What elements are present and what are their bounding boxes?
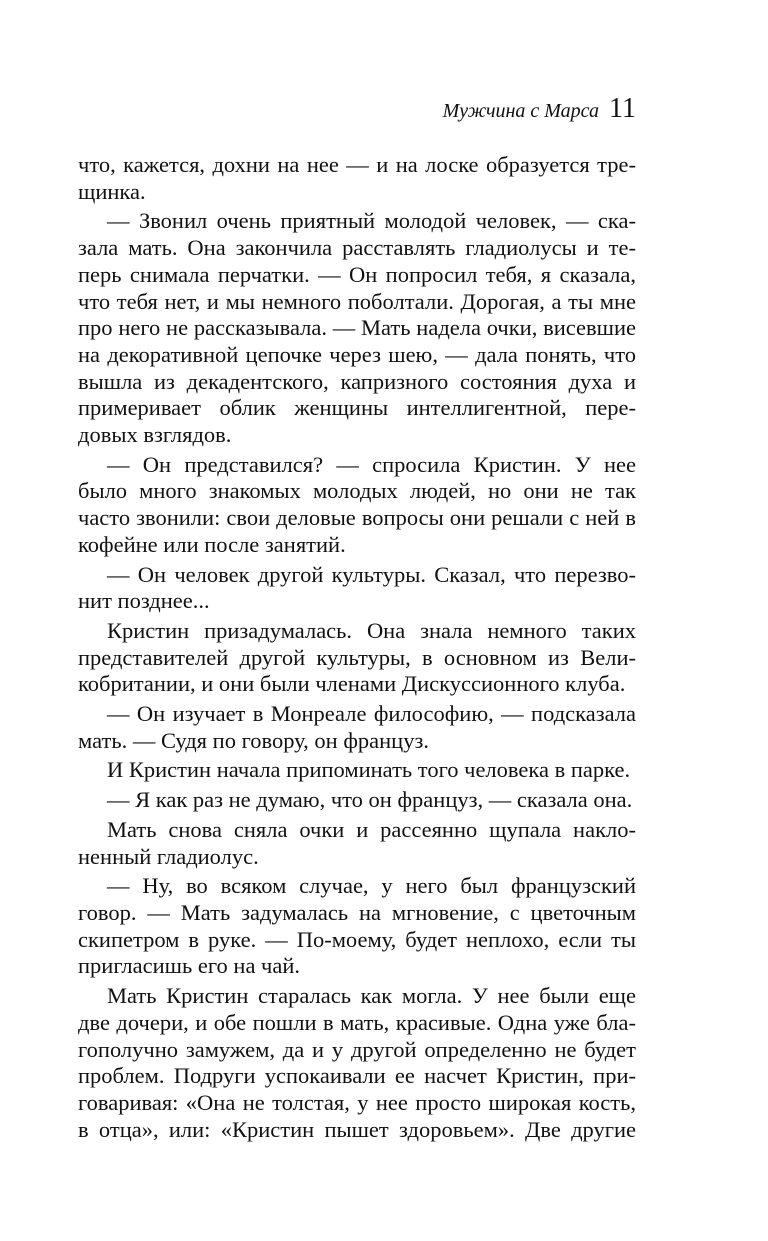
paragraph-1: что, кажется, дохни на нее — и на лоске образуется трещинка.: [78, 152, 636, 204]
body-text: [78, 152, 636, 1143]
paragraph-4: — Он человек другой культуры. Сказал, что перезвонит позднее...: [78, 561, 636, 614]
page-number: 11: [609, 93, 636, 124]
paragraph-5: Кристин призадумалась. Она знала немного таких представителей другой культуры, в основном из Великобритании, и они были членами Дискуссионного клуба.: [78, 617, 636, 697]
paragraph-10: — Ну, во всяком случае, у него был французский говор. — Мать задумалась на мгновение, с цветочным скипетром в руке. — По-моему, будет неплохо, если ты пригласишь его на чай.: [78, 873, 636, 979]
paragraph-3: — Он представился? — спросила Кристин. У нее было много знакомых молодых людей, но они не так часто звонили: свои деловые вопросы они решали с ней в кофейне или после занятий.: [78, 451, 636, 557]
book-title: Мужчина с Марса: [442, 100, 600, 122]
paragraph-2: — Звонил очень приятный молодой человек, — сказала мать. Она закончила расставлять гладиолусы и теперь снимала перчатки. — Он попросил тебя, я сказала, что тебя нет, и мы немного поболтали. Дорогая, а ты мне про него не рассказывала. — Мать надела очки, висевшие на декоративной цепочке через шею, — дала понять, что вышла из декадентского, капризного состояния духа и примеривает облик женщины интеллигентной, передовых взглядов.: [78, 208, 636, 448]
paragraph-7: И Кристин начала припоминать того человека в парке.: [107, 757, 631, 783]
paragraph-6: — Он изучает в Монреале философию, — подсказала мать. — Судя по говору, он француз.: [78, 701, 636, 753]
running-header: [78, 91, 636, 131]
paragraph-11: Мать Кристин старалась как могла. У нее были еще две дочери, и обе пошли в мать, красивые. Одна уже благополучно замужем, да и у другой определенно не будет проблем. Подруги успокаивали ее насчет Кристин, приговаривая: «Она не толстая, у нее просто широкая кость, в отца», или: «Кристин пышет здоровьем». Две другие: [78, 983, 636, 1142]
paragraph-9: Мать снова сняла очки и рассеянно щупала наклоненный гладиолус.: [78, 816, 636, 869]
paragraph-8: — Я как раз не думаю, что он француз, — сказала она.: [107, 787, 633, 813]
